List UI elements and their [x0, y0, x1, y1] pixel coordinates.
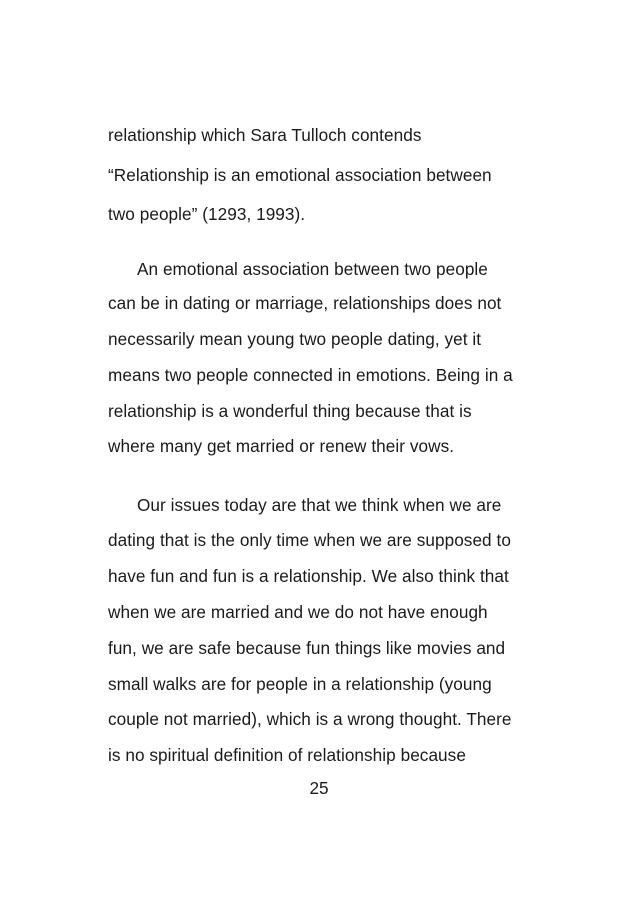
text-line: “Relationship is an emotional association between — [108, 165, 492, 185]
text-line: relationship is a wonderful thing because that is — [108, 401, 472, 421]
text-line: fun, we are safe because fun things like movies and — [108, 638, 506, 658]
page-number: 25 — [309, 778, 329, 798]
text-line: where many get married or renew their vows. — [108, 436, 455, 456]
text-line: dating that is the only time when we are supposed to — [108, 530, 511, 550]
text-line: couple not married), which is a wrong thought. There — [108, 709, 512, 729]
text-line: relationship which Sara Tulloch contends — [108, 125, 422, 145]
text-line: is no spiritual definition of relationship because — [108, 745, 466, 765]
text-line: small walks are for people in a relationship (young — [108, 674, 492, 694]
text-line: necessarily mean young two people dating, yet it — [108, 329, 482, 349]
text-line: An emotional association between two people — [137, 259, 488, 279]
text-line: have fun and fun is a relationship. We also think that — [108, 566, 509, 586]
text-line: can be in dating or marriage, relationships does not — [108, 293, 502, 313]
text-line: Our issues today are that we think when we are — [137, 495, 502, 515]
text-line: means two people connected in emotions. Being in a — [108, 365, 513, 385]
text-line: two people” (1293, 1993). — [108, 204, 306, 224]
text-line: when we are married and we do not have enough — [108, 602, 488, 622]
